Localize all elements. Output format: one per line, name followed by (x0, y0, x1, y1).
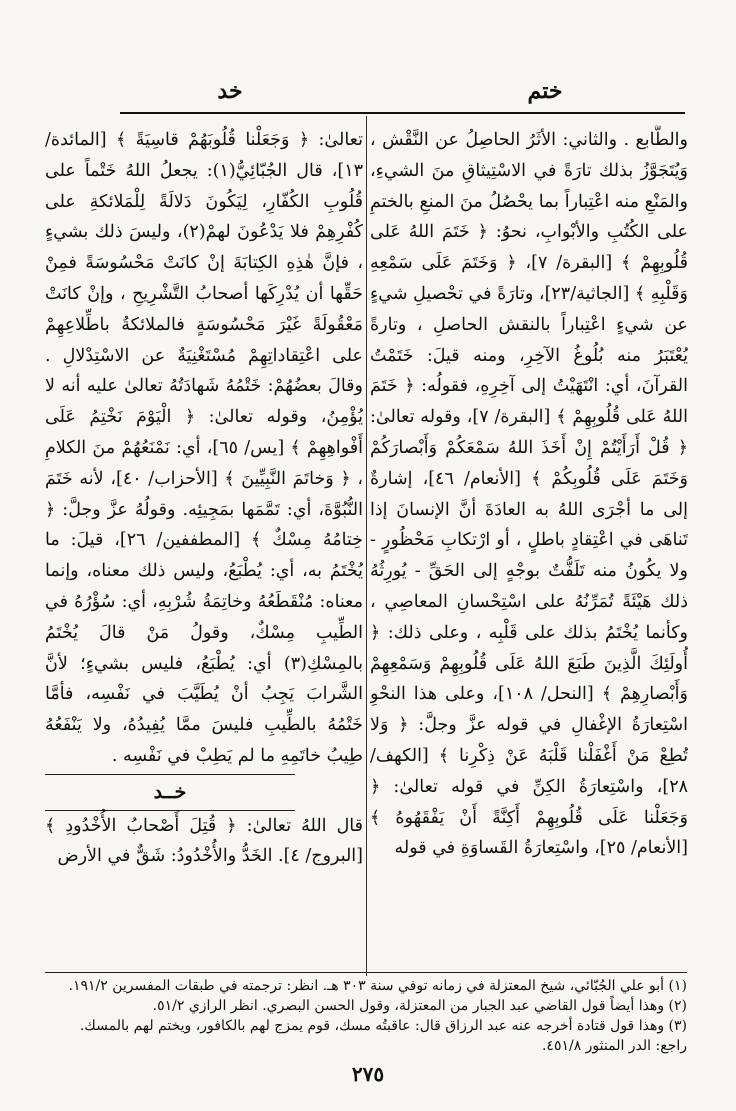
left-column (45, 125, 363, 970)
footnotes (45, 976, 687, 1056)
footnote-2: (٢) وهذا أيضاً قول القاضي عبد الجبار من المعتزلة، وقول الحسن البصري. انظر الرازي ٥١/٢. (152, 998, 687, 1014)
footnote-rule (45, 972, 687, 973)
entry-text: قال اللهُ تعالىٰ: ﴿ قُتِلَ أَصْحابُ الأُخْدُودِ ﴾ [البروج/ ٤]. الخَدُّ والأُخْدُودُ: شَقٌّ في الأرض (45, 815, 363, 867)
column-divider (366, 116, 367, 976)
right-column (370, 125, 688, 970)
footnote-1: (١) أبو علي الجُبّائي، شيخ المعتزلة في زمانه توفي سنة ٣٠٣ هـ. انظر: ترجمته في طبقات المفسرين ١٩١/٢. (68, 978, 687, 994)
footnote-3: (٣) وهذا قول قتادة أخرجه عنه عبد الرزاق قال: عاقبتُه مسك، قوم يمزج لهم بالكافور، ويختم لهم بالمسك. راجع: الدر المنثور ٤٥١/٨. (79, 1018, 687, 1054)
page-number: ٢٧٥ (351, 1062, 385, 1086)
entry-heading: خــد (45, 774, 295, 811)
running-headword-right: ختم (527, 78, 563, 104)
right-column-text: والطَّابع . والثاني: الأثَرُ الحاصِلُ عن النَّقْش ، وَيُتَجَوَّزُ بذلك تارَةً في الاسْتِيثاقِ منَ الشيءِ، والمَنْعِ منه اعْتِباراً بما يحْصُلُ منَ المنعِ بالختمِ على الكُتُبِ والأبْوابِ، نحوُ: ﴿ خَتَمَ اللهُ عَلى قُلُوبِهِمْ ﴾ [البقرة/ ٧]، ﴿ وَخَتَمَ عَلَى سَمْعِهِ وَقَلْبِهِ ﴾ [الجاثية/٢٣]، وتارَةً في تحْصيلِ شيءٍ عن شيءٍ اعْتِباراً بالنقش الحاصلِ ، وتارةً يُعْتَبَرُ منه بُلُوغُ الآخِرِ، ومنه قيلَ: خَتَمْتُ القرآنَ، أي: انْتَهَيْتُ إلى آخِرِهِ، فقولُه: ﴿ خَتَمَ اللهُ عَلى قُلُوبِهِمْ ﴾ [البقرة/ ٧]، وقوله تعالىٰ: ﴿ قُلْ أَرَأَيْتُمْ إِنْ أَخَذَ اللهُ سَمْعَكُمْ وَأَبْصارَكُمْ وَخَتَمَ عَلَى قُلُوبِكُمْ ﴾ [الأنعام/ ٤٦]، إشارةٌ إلى ما أجْرَى اللهُ به العادَةَ أنَّ الإنسانَ إذا تَناهَى في اعْتِقادٍ باطلٍ ، أو ارْتكابِ مَحْظُورٍ - ولا يكُونُ منه تَلَفُّتٌ بوجْهٍ إلى الحَقِّ - يُورِثُهُ ذلك هَيْئَةً تُمَرِّنُهُ على اسْتِحْسانِ المعاصِي ، وكأنما يُخْتَمُ بذلك على قَلْبِه ، وعلى ذلك: ﴿ أُولَئِكَ الَّذِينَ طَبَعَ اللهُ عَلَى قُلُوبِهِمْ وَسَمْعِهِمْ وَأَبْصارِهِمْ ﴾ [النحل/ ١٠٨]، وعلى هذا النحْوِ اسْتِعارَةُ الإغْفالِ في قوله عزَّ وجلَّ: ﴿ وَلا تُطِعْ مَنْ أَغْفَلْنا قَلْبَهُ عَنْ ذِكْرِنا ﴾ [الكهف/ ٢٨]، واسْتِعارَةُ الكِنِّ في قوله تعالىٰ: ﴿ وَجَعَلْنا عَلَى قُلُوبِهِمْ أَكِنَّةً أَنْ يَفْقَهُوهُ ﴾ [الأنعام/ ٢٥]، واسْتِعارَةُ القَساوَةِ في قوله (370, 130, 688, 859)
header-rule (120, 112, 685, 114)
left-column-text: تعالىٰ: ﴿ وَجَعَلْنا قُلُوبَهُمْ قاسِيَةً ﴾ [المائدة/ ١٣]، قال الجُبّائِيُّ(١): يجعلُ اللهُ خَتْماً على قُلُوبِ الكُفّارِ، لِيَكُونَ دَلالَةً لِلْمَلائكةِ على كُفْرِهِمْ فلا يَدْعُونَ لهمْ(٢)، وليسَ ذلك بشيءٍ ، فإنَّ هٰذِهِ الكِتابَةَ إنْ كانَتْ مَحْسُوسَةً فمِنْ حَقِّها أن يُدْرِكَها أصحابُ التَّشْرِيحِ ، وإنْ كانَتْ مَعْقُولَةً غَيْرَ مَحْسُوسَةٍ فالملائكةُ باطِّلاعِهِمْ على اعْتِقاداتِهِمْ مُسْتَغْنِيَةٌ عن الاسْتِدْلالِ . وقالَ بعضُهُمْ: خَتْمُهُ شَهادَتُهُ تعالىٰ عليه أنه لا يُؤْمِنُ، وقوله تعالىٰ: ﴿ الْيَوْمَ نَخْتِمُ عَلَى أَفْواهِهِمْ ﴾ [يس/ ٦٥]، أي: نَمْنَعُهُمْ منَ الكلامِ ، ﴿ وَخاتَمَ النَّبِيِّينَ ﴾ [الأحزاب/ ٤٠]، لأنه خَتَمَ النُّبُوَّةَ، أي: تَمَّمَها بمَجِيئِه. وقولُهُ عزَّ وجلَّ: ﴿ خِتامُهُ مِسْكٌ ﴾ [المطففين/ ٢٦]، قيلَ: ما يُخْتَمُ به، أي: يُطْبَعُ، وليس ذلك معناه، وإنما معناه: مُنْقَطَعُهُ وخاتِمَةُ شُرْبِهِ، أي: سُؤْرُهُ في الطِّيبِ مِسْكٌ، وقولُ مَنْ قالَ يُخْتَمُ بالمِسْكِ(٣) أي: يُطْبَعُ، فليس بشيءٍ؛ لأنَّ الشَّرابَ يَجِبُ أنْ يُطَيَّبَ في نَفْسِه، فأمَّا خَتْمُهُ بالطِّيبِ فليسَ ممَّا يُفِيدُهُ، ولا يَنْفَعُهُ طِيبُ خاتَمِهِ ما لم يَطِبْ في نَفْسِه . (45, 130, 363, 766)
running-headword-left: خد (217, 78, 243, 104)
